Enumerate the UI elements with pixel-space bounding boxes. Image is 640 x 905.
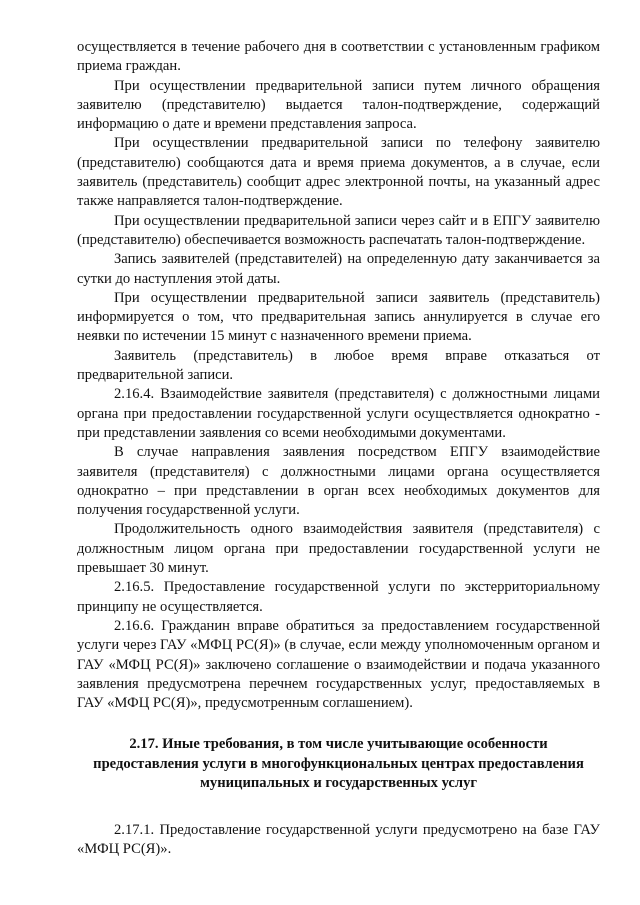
paragraph: Продолжительность одного взаимодействия заявителя (представителя) с должностным лицом органа при предоставлении государственной услуги не превышает 30 минут.	[77, 521, 600, 577]
final-text	[77, 821, 600, 860]
paragraph: осуществляется в течение рабочего дня в соответствии с установленным графиком приема граждан.	[77, 39, 600, 75]
section-heading-line: муниципальных и государственных услуг	[199, 775, 478, 792]
section-heading	[77, 735, 600, 794]
paragraph: При осуществлении предварительной записи путем личного обращения заявителю (представителю) выдается талон-подтверждение, содержащий информацию о дате и времени представления запроса.	[77, 77, 600, 133]
paragraph: 2.16.5. Предоставление государственной услуги по экстерриториальному принципу не осуществляется.	[77, 579, 600, 615]
paragraph: 2.16.6. Гражданин вправе обратиться за предоставлением государственной услуги через ГАУ «МФЦ РС(Я)» (в случае, если между уполномоченным органом и ГАУ «МФЦ РС(Я)» заключено соглашение о взаимодействии и подача указанного заявления предусмотрена перечнем государственных услуг, предоставляемых в ГАУ «МФЦ РС(Я)», предусмотренным соглашением).	[77, 617, 600, 712]
paragraph: Запись заявителей (представителей) на определенную дату заканчивается за сутки до наступления этой даты.	[77, 251, 600, 287]
paragraph: При осуществлении предварительной записи по телефону заявителю (представителю) сообщаются дата и время приема документов, а в случае, если заявитель (представитель) сообщит адрес электронной почты, на указанный адрес также направляется талон-подтверждение.	[77, 135, 600, 210]
paragraph: Заявитель (представитель) в любое время вправе отказаться от предварительной записи.	[77, 347, 600, 384]
paragraph: В случае направления заявления посредством ЕПГУ взаимодействие заявителя (представителя) с должностными лицами органа осуществляется однократно – при представлении в орган всех необходимых документов для получения государственной услуги.	[77, 444, 600, 519]
paragraph: 2.17.1. Предоставление государственной услуги предусмотрено на базе ГАУ «МФЦ РС(Я)».	[77, 821, 600, 858]
body-text	[77, 38, 600, 713]
section-heading-line: 2.17. Иные требования, в том числе учитывающие особенности	[129, 736, 548, 753]
paragraph: При осуществлении предварительной записи через сайт и в ЕПГУ заявителю (представителю) обеспечивается возможность распечатать талон-подтверждение.	[77, 212, 600, 248]
section-heading-line: предоставления услуги в многофункциональных центрах предоставления	[93, 755, 584, 772]
paragraph: При осуществлении предварительной записи заявитель (представитель) информируется о том, что предварительная запись аннулируется в случае его неявки по истечении 15 минут с назначенного времени приема.	[77, 289, 600, 345]
paragraph: 2.16.4. Взаимодействие заявителя (представителя) с должностными лицами органа при предоставлении государственной услуги осуществляется однократно - при представлении заявления со всеми необходимыми документами.	[77, 386, 600, 441]
